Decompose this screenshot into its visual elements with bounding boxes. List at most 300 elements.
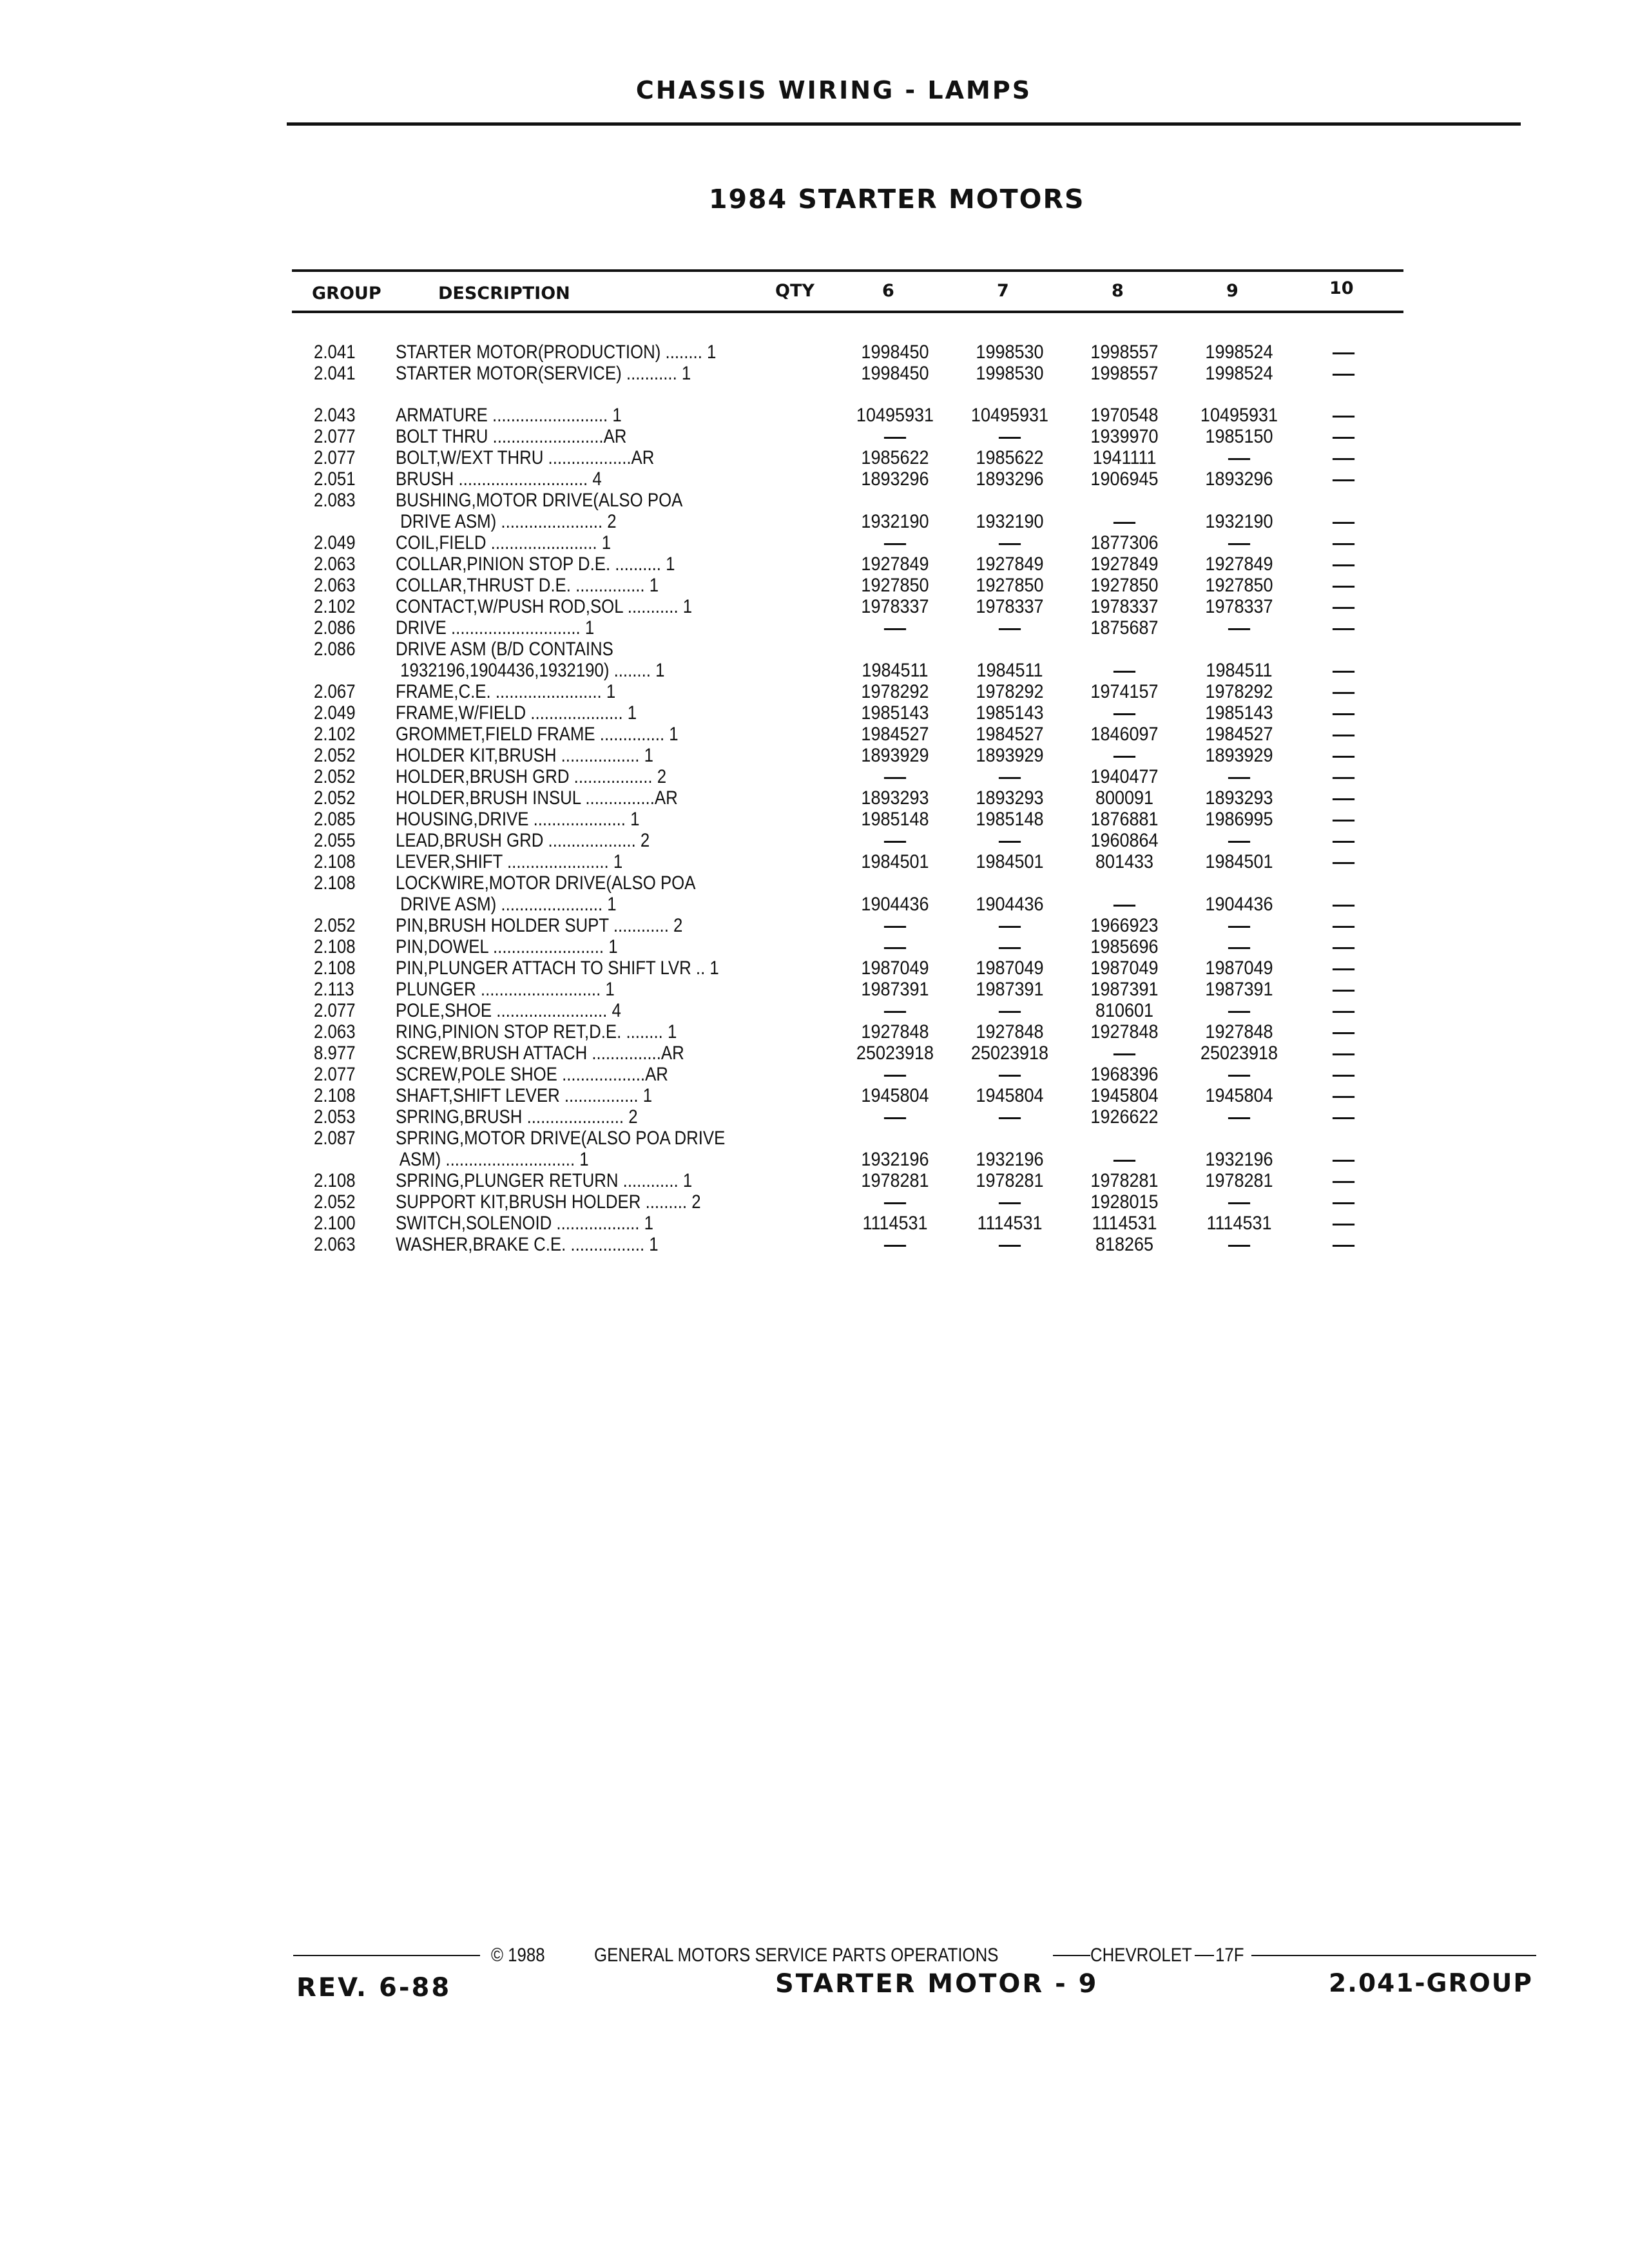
cell-description: ASM) ............................ 1 — [396, 1149, 589, 1170]
cell-description: GROMMET,FIELD FRAME .............. 1 — [396, 724, 679, 745]
dash-mark — [884, 1117, 906, 1119]
cell-description: LEVER,SHIFT ...................... 1 — [396, 851, 623, 872]
dash-mark — [1228, 926, 1250, 928]
cell-c6: 25023918 — [856, 1043, 934, 1064]
cell-c10 — [1291, 702, 1396, 724]
dash-mark — [1333, 947, 1354, 949]
cell-description: RING,PINION STOP RET,D.E. ........ 1 — [396, 1021, 677, 1043]
cell-c10 — [1291, 596, 1396, 618]
cell-c6: 1114531 — [862, 1213, 928, 1234]
dash-mark — [999, 1117, 1021, 1119]
cell-group: 2.052 — [314, 745, 356, 766]
cell-c7: 1998530 — [976, 363, 1044, 384]
cell-c7: 1927849 — [976, 553, 1044, 575]
cell-description: COIL,FIELD ....................... 1 — [396, 532, 612, 553]
cell-c10 — [1291, 468, 1396, 490]
cell-c10 — [1291, 979, 1396, 1001]
cell-c8: 1927848 — [1090, 1021, 1159, 1043]
dash-mark — [1333, 1245, 1354, 1247]
cell-c9: 10495931 — [1200, 405, 1278, 426]
cell-c10 — [1291, 511, 1396, 533]
footer-code: 17F — [1215, 1945, 1244, 1966]
cell-c9 — [1187, 1191, 1291, 1213]
cell-c6: 1893929 — [861, 745, 929, 766]
cell-c9: 1893296 — [1205, 468, 1273, 490]
cell-c6: 1987391 — [861, 979, 929, 1000]
col-10-header: 10 — [1329, 278, 1354, 298]
dash-mark — [884, 543, 906, 545]
dash-mark — [1333, 1011, 1354, 1013]
cell-description: POLE,SHOE ........................ 4 — [396, 1000, 621, 1021]
table-row — [0, 724, 1629, 745]
cell-group: 2.067 — [314, 681, 356, 702]
cell-description: SUPPORT KIT,BRUSH HOLDER ......... 2 — [396, 1191, 701, 1213]
cell-description: SHAFT,SHIFT LEVER ................ 1 — [396, 1085, 653, 1106]
dash-mark — [1228, 777, 1250, 779]
dash-mark — [1228, 1011, 1250, 1013]
cell-c6: 1932190 — [861, 511, 929, 532]
cell-c8: 1846097 — [1090, 724, 1159, 745]
dash-mark — [1228, 458, 1250, 460]
cell-c6: 1984527 — [861, 724, 929, 745]
dash-mark — [999, 543, 1021, 545]
cell-c7: 1985148 — [976, 809, 1044, 830]
dash-mark — [1333, 905, 1354, 907]
dash-mark — [1113, 905, 1135, 907]
cell-c7: 1985622 — [976, 447, 1044, 468]
col-description-header: DESCRIPTION — [438, 284, 570, 303]
col-9-header: 9 — [1226, 281, 1239, 301]
cell-c10 — [1291, 1191, 1396, 1213]
cell-c9 — [1187, 1000, 1291, 1022]
cell-c9: 1927848 — [1205, 1021, 1273, 1043]
cell-c9 — [1187, 447, 1291, 469]
cell-group: 2.063 — [314, 553, 356, 575]
cell-group: 2.077 — [314, 426, 356, 447]
dash-mark — [1333, 628, 1354, 630]
cell-description: HOLDER,BRUSH INSUL ...............AR — [396, 787, 678, 809]
footer-rule-left — [293, 1955, 480, 1956]
cell-c8: 1974157 — [1090, 681, 1159, 702]
dash-mark — [1333, 374, 1354, 376]
cell-c10 — [1291, 1000, 1396, 1022]
dash-mark — [1333, 777, 1354, 779]
cell-c8: 1940477 — [1090, 766, 1159, 787]
cell-c8: 1987391 — [1090, 979, 1159, 1000]
dash-mark — [884, 1202, 906, 1204]
cell-c9: 1998524 — [1205, 363, 1273, 384]
cell-c6: 1984511 — [862, 660, 929, 681]
cell-c8 — [1072, 745, 1177, 767]
cell-c8: 1968396 — [1090, 1064, 1159, 1085]
cell-description: HOLDER KIT,BRUSH ................. 1 — [396, 745, 653, 766]
cell-c6 — [843, 1234, 947, 1256]
footer-org: GENERAL MOTORS SERVICE PARTS OPERATIONS — [594, 1945, 999, 1966]
cell-c9: 1978292 — [1205, 681, 1273, 702]
table-row — [0, 809, 1629, 830]
cell-c6: 1978281 — [861, 1170, 929, 1191]
cell-c8: 1998557 — [1090, 341, 1159, 363]
cell-c7 — [958, 936, 1062, 958]
table-row — [0, 447, 1629, 468]
cell-c8: 1978281 — [1090, 1170, 1159, 1191]
cell-description: HOLDER,BRUSH GRD ................. 2 — [396, 766, 667, 787]
col-qty-header: QTY — [775, 281, 815, 301]
cell-c7: 10495931 — [970, 405, 1049, 426]
cell-group: 2.102 — [314, 596, 356, 617]
cell-description: DRIVE ASM) ...................... 2 — [396, 511, 617, 532]
cell-c8: 1927849 — [1090, 553, 1159, 575]
dash-mark — [1333, 1117, 1354, 1119]
dash-mark — [1228, 841, 1250, 843]
cell-c7 — [958, 766, 1062, 788]
cell-group: 2.053 — [314, 1106, 356, 1128]
cell-group: 2.055 — [314, 830, 356, 851]
cell-c8: 1998557 — [1090, 363, 1159, 384]
col-8-header: 8 — [1112, 281, 1124, 301]
cell-c9: 1893929 — [1205, 745, 1273, 766]
dash-mark — [884, 926, 906, 928]
dash-mark — [1333, 543, 1354, 545]
cell-c7: 1987049 — [976, 957, 1044, 979]
cell-description: 1932196,1904436,1932190) ........ 1 — [396, 660, 665, 681]
dash-mark — [1333, 820, 1354, 822]
cell-c10 — [1291, 724, 1396, 745]
dash-mark — [1333, 756, 1354, 758]
dash-mark — [1113, 713, 1135, 715]
dash-mark — [884, 1245, 906, 1247]
cell-c8: 1987049 — [1090, 957, 1159, 979]
table-row — [0, 1106, 1629, 1128]
dash-mark — [1333, 1224, 1354, 1225]
table-row — [0, 851, 1629, 872]
dash-mark — [1228, 1075, 1250, 1077]
cell-description: DRIVE ASM) ...................... 1 — [396, 894, 617, 915]
cell-description: WASHER,BRAKE C.E. ................ 1 — [396, 1234, 659, 1255]
dash-mark — [999, 1011, 1021, 1013]
dash-mark — [1333, 1075, 1354, 1077]
table-row — [0, 1234, 1629, 1255]
cell-description: SCREW,BRUSH ATTACH ...............AR — [396, 1043, 684, 1064]
cell-group: 2.108 — [314, 957, 356, 979]
table-row — [0, 553, 1629, 575]
cell-c10 — [1291, 1043, 1396, 1064]
table-row — [0, 660, 1629, 681]
table-row — [0, 639, 1629, 660]
cell-c8: 818265 — [1095, 1234, 1154, 1255]
cell-c9: 1927849 — [1205, 553, 1273, 575]
cell-description: PIN,PLUNGER ATTACH TO SHIFT LVR .. 1 — [396, 957, 719, 979]
cell-c8: 1877306 — [1090, 532, 1159, 553]
dash-mark — [1333, 564, 1354, 566]
dash-mark — [1333, 841, 1354, 843]
footer-copyright: © 1988 — [491, 1945, 545, 1966]
cell-c9 — [1187, 1064, 1291, 1086]
dash-mark — [1228, 1117, 1250, 1119]
cell-group: 2.085 — [314, 809, 356, 830]
cell-c10 — [1291, 553, 1396, 575]
footer-rule-right — [1251, 1955, 1536, 1956]
cell-c8: 1939970 — [1090, 426, 1159, 447]
cell-c8: 810601 — [1095, 1000, 1154, 1021]
table-row — [0, 1128, 1629, 1149]
cell-c10 — [1291, 894, 1396, 916]
cell-c10 — [1291, 1213, 1396, 1235]
cell-group: 2.041 — [314, 341, 356, 363]
cell-c9: 1893293 — [1205, 787, 1273, 809]
cell-c7 — [958, 1191, 1062, 1213]
dash-mark — [1228, 947, 1250, 949]
cell-group: 2.052 — [314, 766, 356, 787]
cell-c9: 1985143 — [1205, 702, 1273, 724]
cell-group: 2.100 — [314, 1213, 356, 1234]
cell-c8 — [1072, 1149, 1177, 1171]
cell-description: DRIVE ............................ 1 — [396, 617, 595, 639]
dash-mark — [884, 1075, 906, 1077]
cell-description: LOCKWIRE,MOTOR DRIVE(ALSO POA — [396, 872, 696, 894]
table-row — [0, 702, 1629, 724]
dash-mark — [999, 841, 1021, 843]
cell-group: 2.063 — [314, 1021, 356, 1043]
table-row — [0, 1085, 1629, 1106]
cell-c8: 1985696 — [1090, 936, 1159, 957]
cell-group: 2.086 — [314, 639, 356, 660]
cell-description: PIN,DOWEL ........................ 1 — [396, 936, 618, 957]
cell-c7: 1945804 — [976, 1085, 1044, 1106]
cell-description: COLLAR,PINION STOP D.E. .......... 1 — [396, 553, 675, 575]
cell-c6: 1927848 — [861, 1021, 929, 1043]
cell-c6: 1978337 — [861, 596, 929, 617]
cell-c7: 1987391 — [976, 979, 1044, 1000]
cell-c9: 1987391 — [1205, 979, 1273, 1000]
cell-group: 2.077 — [314, 1064, 356, 1085]
dash-mark — [1333, 352, 1354, 354]
cell-c6: 1987049 — [861, 957, 929, 979]
table-row — [0, 1170, 1629, 1191]
cell-group: 8.977 — [314, 1043, 356, 1064]
cell-c8: 1945804 — [1090, 1085, 1159, 1106]
dash-mark — [1228, 543, 1250, 545]
cell-c6 — [843, 936, 947, 958]
dash-mark — [1228, 1202, 1250, 1204]
cell-c7 — [958, 426, 1062, 448]
cell-c6: 1932196 — [861, 1149, 929, 1170]
cell-c6: 1984501 — [861, 851, 929, 872]
cell-c8: 1941111 — [1092, 447, 1157, 468]
table-row — [0, 426, 1629, 447]
cell-c9: 25023918 — [1200, 1043, 1278, 1064]
table-row — [0, 766, 1629, 787]
cell-c6 — [843, 532, 947, 554]
dash-mark — [1333, 1032, 1354, 1034]
cell-description: PLUNGER .......................... 1 — [396, 979, 615, 1000]
cell-description: SPRING,PLUNGER RETURN ............ 1 — [396, 1170, 693, 1191]
cell-c7 — [958, 915, 1062, 937]
table-row — [0, 915, 1629, 936]
dash-mark — [1333, 735, 1354, 736]
table-row — [0, 511, 1629, 532]
cell-c6 — [843, 766, 947, 788]
table-row — [0, 405, 1629, 426]
cell-c8: 1927850 — [1090, 575, 1159, 596]
dash-mark — [1333, 479, 1354, 481]
cell-c9: 1978337 — [1205, 596, 1273, 617]
cell-c6: 10495931 — [856, 405, 934, 426]
cell-c6: 1893293 — [861, 787, 929, 809]
cell-group: 2.049 — [314, 532, 356, 553]
table-row — [0, 979, 1629, 1000]
cell-group: 2.043 — [314, 405, 356, 426]
cell-c8: 1906945 — [1090, 468, 1159, 490]
table-row — [0, 1043, 1629, 1064]
col-group-header: GROUP — [312, 284, 381, 303]
dash-mark — [1333, 1096, 1354, 1098]
dash-mark — [1113, 1160, 1135, 1162]
cell-c8: 1978337 — [1090, 596, 1159, 617]
table-row — [0, 532, 1629, 553]
dash-mark — [884, 628, 906, 630]
cell-group: 2.102 — [314, 724, 356, 745]
cell-c10 — [1291, 766, 1396, 788]
cell-c7: 1978281 — [976, 1170, 1044, 1191]
dash-mark — [999, 628, 1021, 630]
cell-group: 2.052 — [314, 1191, 356, 1213]
cell-c8: 1966923 — [1090, 915, 1159, 936]
cell-group: 2.086 — [314, 617, 356, 639]
cell-group: 2.108 — [314, 872, 356, 894]
table-row — [0, 341, 1629, 363]
cell-description: SPRING,MOTOR DRIVE(ALSO POA DRIVE — [396, 1128, 726, 1149]
cell-c7 — [958, 1234, 1062, 1256]
cell-c10 — [1291, 915, 1396, 937]
cell-c6: 1985143 — [861, 702, 929, 724]
cell-group: 2.052 — [314, 787, 356, 809]
cell-c7: 1904436 — [976, 894, 1044, 915]
cell-c10 — [1291, 405, 1396, 427]
cell-c7 — [958, 830, 1062, 852]
cell-c8: 800091 — [1095, 787, 1154, 809]
cell-c9: 1984527 — [1205, 724, 1273, 745]
cell-c9: 1984501 — [1205, 851, 1273, 872]
cell-c6: 1978292 — [861, 681, 929, 702]
cell-c9 — [1187, 766, 1291, 788]
dash-mark — [1333, 926, 1354, 928]
cell-c6: 1998450 — [861, 341, 929, 363]
cell-c10 — [1291, 426, 1396, 448]
cell-c10 — [1291, 447, 1396, 469]
dash-mark — [1333, 1202, 1354, 1204]
dash-mark — [1113, 522, 1135, 524]
dash-mark — [884, 947, 906, 949]
cell-description: PIN,BRUSH HOLDER SUPT ............ 2 — [396, 915, 683, 936]
dash-mark — [1113, 1053, 1135, 1055]
cell-c7: 1932196 — [976, 1149, 1044, 1170]
cell-group: 2.051 — [314, 468, 356, 490]
dash-mark — [1333, 1160, 1354, 1162]
cell-group: 2.077 — [314, 1000, 356, 1021]
dash-mark — [1333, 522, 1354, 524]
dash-mark — [1333, 607, 1354, 609]
dash-mark — [1228, 628, 1250, 630]
cell-c9 — [1187, 1106, 1291, 1128]
cell-c7: 1985143 — [976, 702, 1044, 724]
cell-c10 — [1291, 851, 1396, 873]
dash-mark — [999, 1075, 1021, 1077]
cell-c7 — [958, 1064, 1062, 1086]
table-row — [0, 872, 1629, 894]
table-row — [0, 1000, 1629, 1021]
section-title: CHASSIS WIRING - LAMPS — [635, 76, 1032, 104]
table-row — [0, 681, 1629, 702]
cell-c10 — [1291, 809, 1396, 831]
cell-c10 — [1291, 532, 1396, 554]
cell-group: 2.063 — [314, 1234, 356, 1255]
cell-c7: 1114531 — [977, 1213, 1043, 1234]
cell-c10 — [1291, 363, 1396, 385]
cell-c9: 1932196 — [1205, 1149, 1273, 1170]
cell-c7: 1978292 — [976, 681, 1044, 702]
cell-group: 2.108 — [314, 936, 356, 957]
dash-mark — [1333, 692, 1354, 694]
cell-description: SWITCH,SOLENOID .................. 1 — [396, 1213, 653, 1234]
table-row — [0, 1149, 1629, 1170]
cell-c10 — [1291, 745, 1396, 767]
col-6-header: 6 — [882, 281, 894, 301]
cell-c7: 1927850 — [976, 575, 1044, 596]
cell-c8: 1928015 — [1090, 1191, 1159, 1213]
dash-mark — [1333, 713, 1354, 715]
cell-c7: 1978337 — [976, 596, 1044, 617]
footer-rev: REV. 6-88 — [296, 1973, 452, 2003]
dash-mark — [1333, 798, 1354, 800]
cell-group: 2.087 — [314, 1128, 356, 1149]
cell-group: 2.108 — [314, 851, 356, 872]
cell-c10 — [1291, 830, 1396, 852]
dash-mark — [1333, 437, 1354, 439]
dash-mark — [1333, 416, 1354, 418]
cell-c7: 1984511 — [976, 660, 1043, 681]
cell-c6: 1985622 — [861, 447, 929, 468]
cell-c9: 1978281 — [1205, 1170, 1273, 1191]
cell-c9 — [1187, 532, 1291, 554]
cell-description: BUSHING,MOTOR DRIVE(ALSO POA — [396, 490, 683, 511]
cell-c6 — [843, 830, 947, 852]
cell-c6 — [843, 1064, 947, 1086]
cell-group: 2.049 — [314, 702, 356, 724]
dash-mark — [1228, 1245, 1250, 1247]
cell-description: BOLT,W/EXT THRU ..................AR — [396, 447, 655, 468]
table-row — [0, 468, 1629, 490]
dash-mark — [999, 777, 1021, 779]
cell-c10 — [1291, 1085, 1396, 1107]
cell-c6 — [843, 617, 947, 639]
cell-c9: 1114531 — [1206, 1213, 1272, 1234]
dash-mark — [884, 777, 906, 779]
dash-mark — [999, 1202, 1021, 1204]
footer-page: STARTER MOTOR - 9 — [775, 1969, 1099, 1999]
cell-c7 — [958, 1106, 1062, 1128]
cell-c6: 1985148 — [861, 809, 929, 830]
table-row — [0, 957, 1629, 979]
footer-rule-mid2 — [1195, 1955, 1214, 1956]
cell-c10 — [1291, 1064, 1396, 1086]
cell-c6 — [843, 1000, 947, 1022]
cell-description: FRAME,W/FIELD .................... 1 — [396, 702, 637, 724]
cell-group: 2.113 — [314, 979, 354, 1000]
cell-c6 — [843, 426, 947, 448]
table-row — [0, 936, 1629, 957]
dash-mark — [1333, 671, 1354, 673]
